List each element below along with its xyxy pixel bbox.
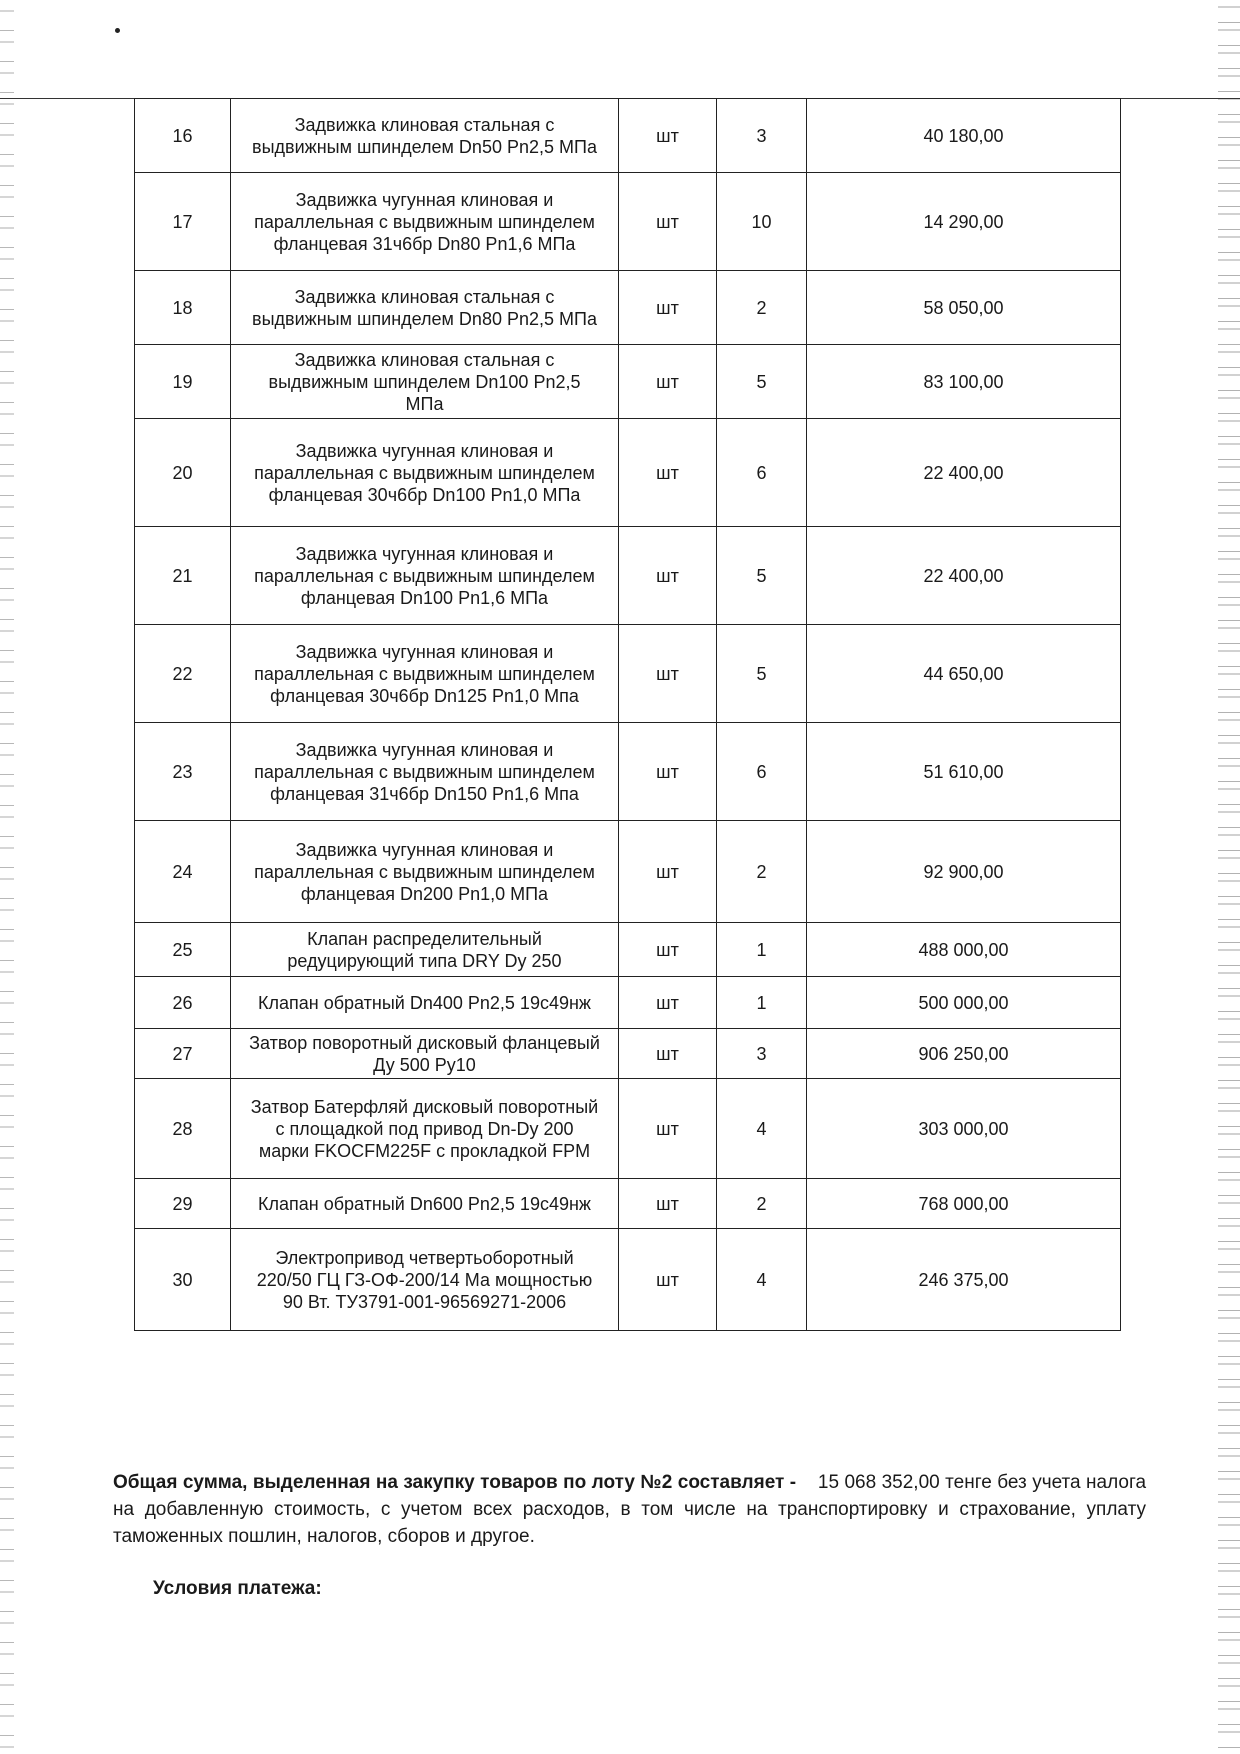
row-description: Затвор Батерфляй дисковый поворотный с площадкой под привод Dn-Dy 200 марки FKOCFM225F с прокладкой FPM — [231, 1079, 619, 1179]
table-row — [135, 1179, 1121, 1229]
scan-right-edge — [1218, 0, 1240, 1754]
table-row — [135, 271, 1121, 345]
row-description: Задвижка чугунная клиновая и параллельная с выдвижным шпинделем фланцевая 30ч6бр Dn125 Pn1,0 Мпа — [231, 625, 619, 723]
row-description: Затвор поворотный дисковый фланцевый Ду 500 Ру10 — [231, 1029, 619, 1079]
table-row — [135, 173, 1121, 271]
row-quantity: 3 — [717, 1029, 807, 1079]
row-description: Задвижка клиновая стальная с выдвижным шпинделем Dn50 Pn2,5 МПа — [231, 99, 619, 173]
summary-rest: тенге без учета налога на добавленную стоимость, с учетом всех расходов, в том числе на транспортировку и страхование, уплату таможенных пошлин, налогов, сборов и другое. — [113, 1472, 1147, 1547]
row-quantity: 2 — [717, 271, 807, 345]
row-quantity: 1 — [717, 923, 807, 977]
row-price: 44 650,00 — [807, 625, 1121, 723]
row-price: 246 375,00 — [807, 1229, 1121, 1331]
table-row — [135, 923, 1121, 977]
row-description: Задвижка чугунная клиновая и параллельная с выдвижным шпинделем фланцевая 31ч6бр Dn80 Pn1,6 МПа — [231, 173, 619, 271]
row-quantity: 3 — [717, 99, 807, 173]
row-price: 14 290,00 — [807, 173, 1121, 271]
row-unit: шт — [619, 345, 717, 419]
row-unit: шт — [619, 527, 717, 625]
row-number: 28 — [135, 1079, 231, 1179]
row-number: 23 — [135, 723, 231, 821]
row-unit: шт — [619, 821, 717, 923]
row-unit: шт — [619, 625, 717, 723]
row-number: 30 — [135, 1229, 231, 1331]
items-table-body — [135, 99, 1121, 1331]
row-quantity: 4 — [717, 1229, 807, 1331]
row-quantity: 5 — [717, 527, 807, 625]
table-row — [135, 723, 1121, 821]
row-quantity: 10 — [717, 173, 807, 271]
row-number: 16 — [135, 99, 231, 173]
table-row — [135, 821, 1121, 923]
row-quantity: 6 — [717, 419, 807, 527]
row-price: 83 100,00 — [807, 345, 1121, 419]
scan-speck — [115, 28, 120, 33]
row-description: Задвижка клиновая стальная с выдвижным шпинделем Dn80 Pn2,5 МПа — [231, 271, 619, 345]
row-quantity: 1 — [717, 977, 807, 1029]
row-price: 22 400,00 — [807, 419, 1121, 527]
row-number: 22 — [135, 625, 231, 723]
table-row — [135, 1029, 1121, 1079]
table-row — [135, 1229, 1121, 1331]
row-number: 25 — [135, 923, 231, 977]
row-price: 51 610,00 — [807, 723, 1121, 821]
row-unit: шт — [619, 1179, 717, 1229]
row-unit: шт — [619, 977, 717, 1029]
row-unit: шт — [619, 1029, 717, 1079]
row-quantity: 2 — [717, 821, 807, 923]
table-row — [135, 527, 1121, 625]
row-price: 58 050,00 — [807, 271, 1121, 345]
row-price: 768 000,00 — [807, 1179, 1121, 1229]
row-unit: шт — [619, 271, 717, 345]
row-quantity: 6 — [717, 723, 807, 821]
row-price: 303 000,00 — [807, 1079, 1121, 1179]
items-table — [134, 98, 1121, 1331]
scan-left-edge — [0, 0, 14, 1754]
row-unit: шт — [619, 99, 717, 173]
row-unit: шт — [619, 723, 717, 821]
row-unit: шт — [619, 419, 717, 527]
table-row — [135, 977, 1121, 1029]
row-description: Клапан обратный Dn400 Pn2,5 19с49нж — [231, 977, 619, 1029]
table-row — [135, 99, 1121, 173]
row-price: 488 000,00 — [807, 923, 1121, 977]
row-unit: шт — [619, 173, 717, 271]
row-quantity: 4 — [717, 1079, 807, 1179]
row-description: Задвижка чугунная клиновая и параллельная с выдвижным шпинделем фланцевая Dn100 Pn1,6 МПа — [231, 527, 619, 625]
row-description: Задвижка чугунная клиновая и параллельная с выдвижным шпинделем фланцевая 30ч6бр Dn100 Pn1,0 МПа — [231, 419, 619, 527]
row-number: 27 — [135, 1029, 231, 1079]
row-price: 22 400,00 — [807, 527, 1121, 625]
row-price: 500 000,00 — [807, 977, 1121, 1029]
row-price: 40 180,00 — [807, 99, 1121, 173]
payment-terms-heading: Условия платежа: — [153, 1578, 322, 1599]
row-price: 92 900,00 — [807, 821, 1121, 923]
row-number: 24 — [135, 821, 231, 923]
row-unit: шт — [619, 1079, 717, 1179]
row-number: 29 — [135, 1179, 231, 1229]
row-unit: шт — [619, 923, 717, 977]
row-description: Клапан распределительный редуцирующий типа DRY Dy 250 — [231, 923, 619, 977]
row-unit: шт — [619, 1229, 717, 1331]
row-number: 19 — [135, 345, 231, 419]
row-description: Задвижка чугунная клиновая и параллельная с выдвижным шпинделем фланцевая 31ч6бр Dn150 Pn1,6 Мпа — [231, 723, 619, 821]
row-quantity: 5 — [717, 625, 807, 723]
row-description: Клапан обратный Dn600 Pn2,5 19с49нж — [231, 1179, 619, 1229]
row-number: 26 — [135, 977, 231, 1029]
table-row — [135, 345, 1121, 419]
summary-lead: Общая сумма, выделенная на закупку товаров по лоту №2 составляет - — [113, 1472, 797, 1493]
row-description: Задвижка чугунная клиновая и параллельная с выдвижным шпинделем фланцевая Dn200 Pn1,0 МПа — [231, 821, 619, 923]
row-quantity: 2 — [717, 1179, 807, 1229]
table-row — [135, 419, 1121, 527]
summary-amount: 15 068 352,00 — [817, 1472, 940, 1493]
row-description: Задвижка клиновая стальная с выдвижным шпинделем Dn100 Pn2,5 МПа — [231, 345, 619, 419]
row-quantity: 5 — [717, 345, 807, 419]
total-summary — [113, 1469, 1146, 1550]
row-number: 20 — [135, 419, 231, 527]
row-description: Электропривод четвертьоборотный 220/50 ГЦ ГЗ-ОФ-200/14 Ма мощностью 90 Вт. ТУ3791-001-96569271-2006 — [231, 1229, 619, 1331]
row-number: 17 — [135, 173, 231, 271]
row-number: 18 — [135, 271, 231, 345]
table-row — [135, 1079, 1121, 1179]
table-row — [135, 625, 1121, 723]
row-number: 21 — [135, 527, 231, 625]
row-price: 906 250,00 — [807, 1029, 1121, 1079]
